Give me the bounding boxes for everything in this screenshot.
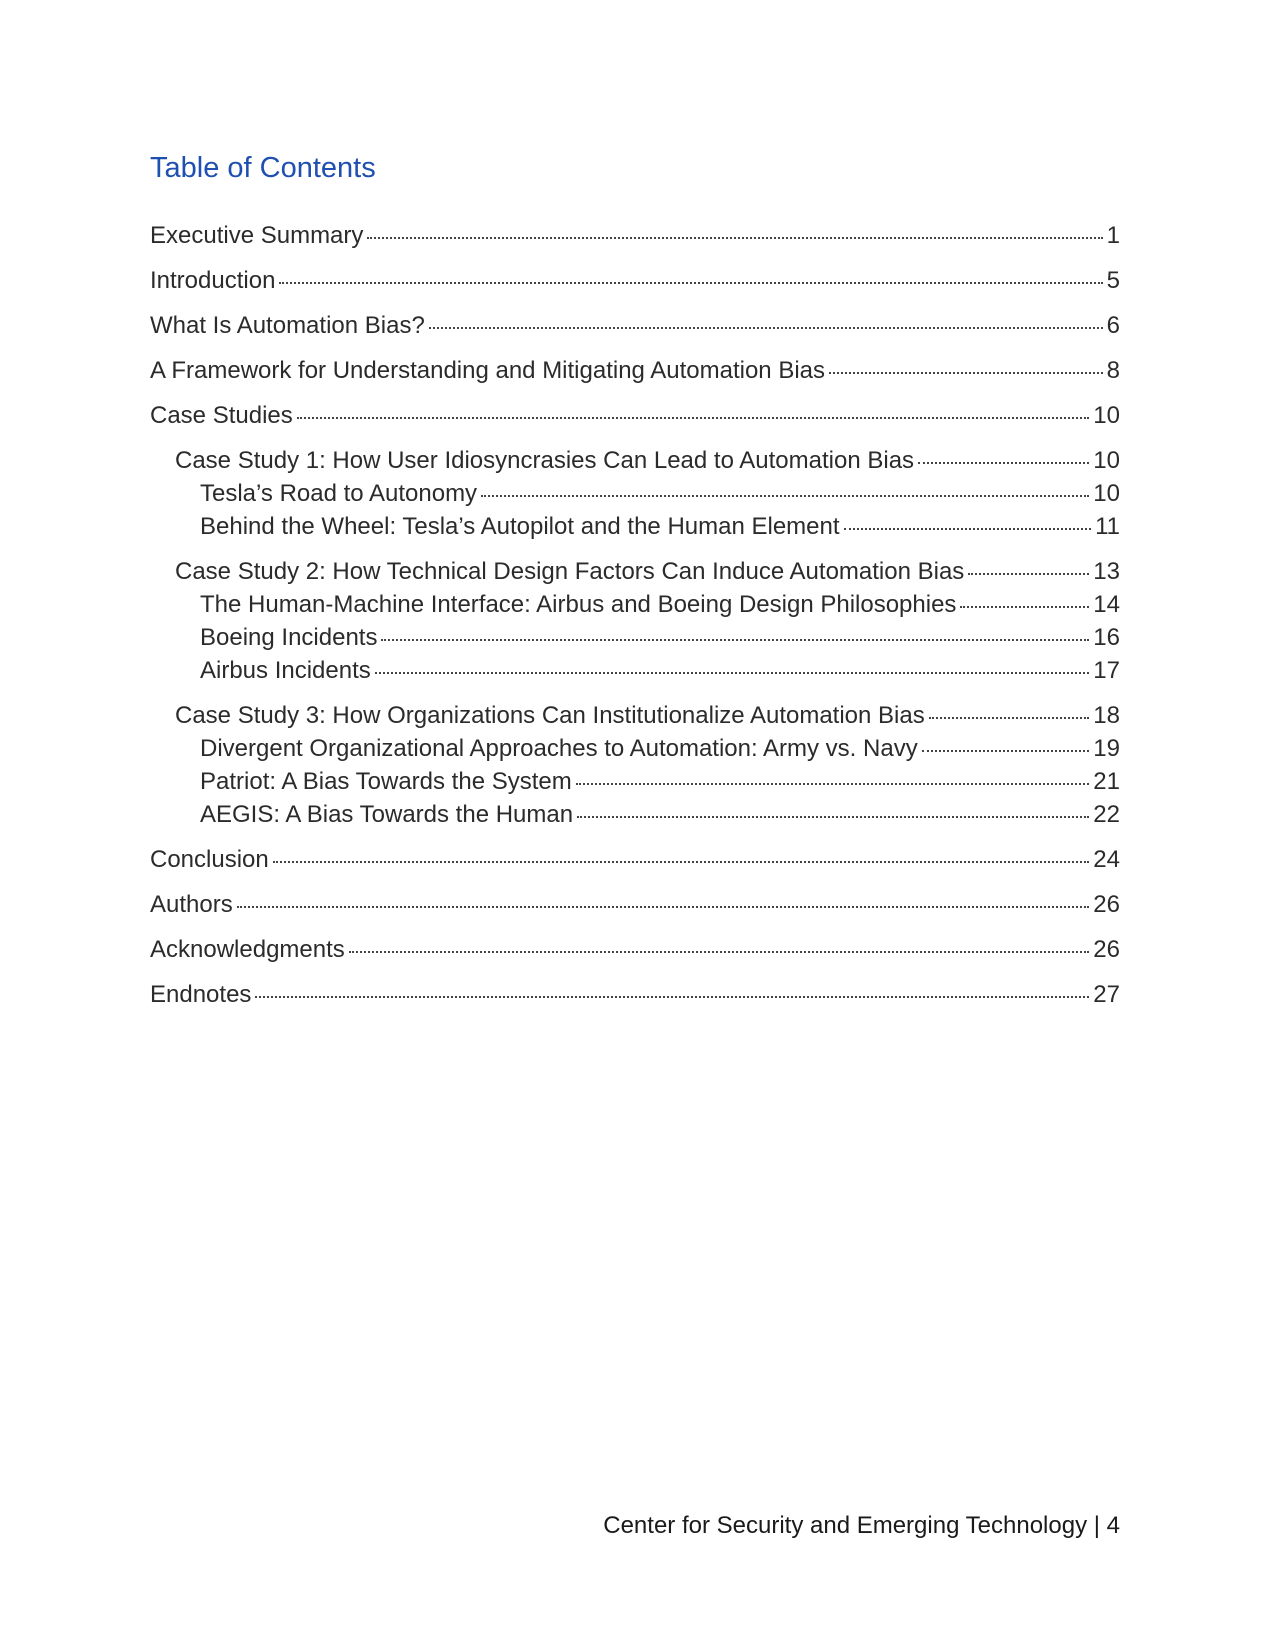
toc-entry-page: 17: [1093, 657, 1120, 684]
dot-leader: [237, 886, 1090, 908]
toc-entry-page: 5: [1106, 267, 1120, 294]
toc-entry-label: Divergent Organizational Approaches to Automation: Army vs. Navy: [200, 735, 918, 762]
toc-entry-case-studies[interactable]: [150, 400, 1120, 432]
page-footer: Center for Security and Emerging Technology | 4: [603, 1512, 1120, 1539]
toc-entry-executive-summary[interactable]: [150, 220, 1120, 252]
dot-leader: [577, 796, 1089, 818]
toc-entry-boeing-incidents[interactable]: [150, 622, 1120, 654]
toc-entry-page: 1: [1106, 222, 1120, 249]
toc-entry-label: Case Study 2: How Technical Design Factors Can Induce Automation Bias: [175, 558, 965, 585]
toc-entry-label: Endnotes: [150, 981, 252, 1008]
dot-leader: [375, 652, 1090, 674]
toc-entry-page: 21: [1093, 768, 1120, 795]
toc-entry-authors[interactable]: [150, 889, 1120, 921]
toc-entry-page: 26: [1093, 891, 1120, 918]
toc-entry-page: 10: [1093, 480, 1120, 507]
toc-entry-page: 6: [1106, 312, 1120, 339]
toc-entry-label: Case Study 3: How Organizations Can Institutionalize Automation Bias: [175, 702, 925, 729]
toc-entry-page: 16: [1093, 624, 1120, 651]
toc-entry-label: Airbus Incidents: [200, 657, 371, 684]
toc-entry-aegis[interactable]: [150, 799, 1120, 831]
toc-entry-label: Tesla’s Road to Autonomy: [200, 480, 478, 507]
toc-title: Table of Contents: [150, 152, 376, 184]
toc-entry-label: Introduction: [150, 267, 276, 294]
toc-entry-teslas-road[interactable]: [150, 478, 1120, 510]
toc-entry-behind-the-wheel[interactable]: [150, 511, 1120, 543]
toc-entry-page: 13: [1093, 558, 1120, 585]
toc-entry-label: Behind the Wheel: Tesla’s Autopilot and the Human Element: [200, 513, 840, 540]
dot-leader: [576, 763, 1090, 785]
toc-entry-label: Authors: [150, 891, 233, 918]
toc-entry-label: What Is Automation Bias?: [150, 312, 425, 339]
dot-leader: [481, 475, 1089, 497]
toc-entry-case-study-2[interactable]: [150, 556, 1120, 588]
dot-leader: [844, 508, 1092, 530]
toc-entry-what-is-automation-bias[interactable]: [150, 310, 1120, 342]
toc-entry-introduction[interactable]: [150, 265, 1120, 297]
toc-entry-acknowledgments[interactable]: [150, 934, 1120, 966]
toc-entry-page: 19: [1093, 735, 1120, 762]
toc-entry-page: 18: [1093, 702, 1120, 729]
toc-entry-label: Boeing Incidents: [200, 624, 378, 651]
toc-entry-page: 26: [1093, 936, 1120, 963]
dot-leader: [929, 697, 1090, 719]
toc-entry-label: Case Study 1: How User Idiosyncrasies Can Lead to Automation Bias: [175, 447, 915, 474]
dot-leader: [922, 730, 1090, 752]
toc-entry-label: Patriot: A Bias Towards the System: [200, 768, 572, 795]
dot-leader: [349, 931, 1090, 953]
toc-entry-label: The Human-Machine Interface: Airbus and Boeing Design Philosophies: [200, 591, 957, 618]
dot-leader: [829, 352, 1103, 374]
toc-entry-airbus-incidents[interactable]: [150, 655, 1120, 687]
dot-leader: [297, 397, 1090, 419]
toc-entry-page: 14: [1093, 591, 1120, 618]
toc-entry-human-machine-interface[interactable]: [150, 589, 1120, 621]
dot-leader: [968, 553, 1089, 575]
toc-entry-divergent-approaches[interactable]: [150, 733, 1120, 765]
dot-leader: [367, 217, 1102, 239]
toc-entry-label: AEGIS: A Bias Towards the Human: [200, 801, 574, 828]
dot-leader: [960, 586, 1089, 608]
toc-entry-page: 22: [1093, 801, 1120, 828]
toc-entry-case-study-3[interactable]: [150, 700, 1120, 732]
dot-leader: [273, 841, 1090, 863]
toc-entry-patriot[interactable]: [150, 766, 1120, 798]
toc-entry-label: A Framework for Understanding and Mitigating Automation Bias: [150, 357, 826, 384]
toc-entry-page: 10: [1093, 447, 1120, 474]
dot-leader: [429, 307, 1103, 329]
toc-entry-page: 24: [1093, 846, 1120, 873]
toc-entry-page: 10: [1093, 402, 1120, 429]
toc-entry-page: 8: [1106, 357, 1120, 384]
toc-entry-label: Case Studies: [150, 402, 293, 429]
toc-entry-page: 27: [1093, 981, 1120, 1008]
toc-entry-label: Acknowledgments: [150, 936, 345, 963]
toc-entry-label: Executive Summary: [150, 222, 364, 249]
dot-leader: [381, 619, 1089, 641]
dot-leader: [918, 442, 1089, 464]
toc-entry-case-study-1[interactable]: [150, 445, 1120, 477]
dot-leader: [279, 262, 1102, 284]
toc-entry-framework[interactable]: [150, 355, 1120, 387]
toc-entry-endnotes[interactable]: [150, 979, 1120, 1011]
toc-entry-conclusion[interactable]: [150, 844, 1120, 876]
toc-entry-label: Conclusion: [150, 846, 269, 873]
dot-leader: [255, 976, 1089, 998]
toc-entry-page: 11: [1095, 513, 1120, 540]
